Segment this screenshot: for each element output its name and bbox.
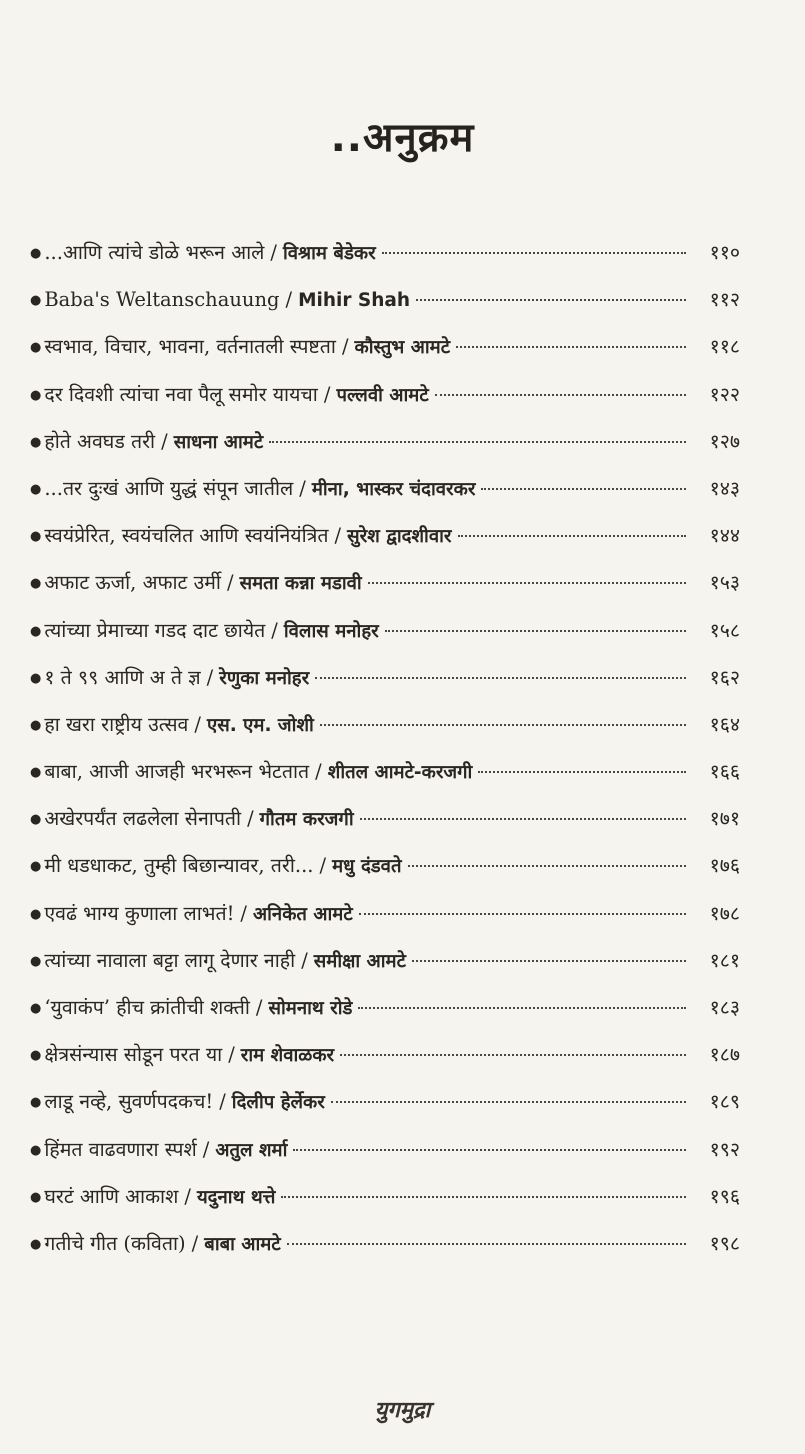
toc-entry-title: मी धडधाकट, तुम्ही बिछान्यावर, तरी... — [44, 854, 314, 878]
table-of-contents — [30, 238, 740, 1276]
toc-entry-author: रेणुका मनोहर — [219, 667, 310, 689]
toc-entry — [30, 568, 740, 615]
separator-slash: / — [285, 288, 293, 312]
separator-slash: / — [226, 571, 234, 595]
bullet-icon: ● — [30, 576, 42, 592]
separator-slash: / — [219, 1090, 226, 1114]
toc-entry — [30, 946, 740, 993]
toc-entry-title: हिंमत वाढवणारा स्पर्श — [44, 1137, 197, 1161]
separator-slash: / — [255, 996, 263, 1019]
toc-entry-author: विलास मनोहर — [283, 620, 379, 642]
toc-entry — [30, 1182, 740, 1229]
toc-entry — [30, 616, 740, 663]
bullet-icon: ● — [30, 812, 42, 828]
bullet-icon: ● — [30, 1189, 42, 1205]
dot-leader — [287, 1243, 686, 1245]
dot-leader — [281, 1196, 686, 1198]
toc-entry — [30, 899, 740, 946]
toc-entry-title: Baba's Weltanschauung — [44, 288, 280, 312]
bullet-icon: ● — [30, 1236, 42, 1252]
toc-entry-page-number: १७६ — [709, 854, 740, 878]
dot-leader — [320, 724, 686, 726]
toc-entry-title: दर दिवशी त्यांचा नवा पैलू समोर यायचा — [44, 382, 318, 406]
bullet-icon: ● — [30, 859, 42, 875]
toc-entry-page-number: १९६ — [709, 1184, 740, 1208]
toc-entry-page-number: १४३ — [709, 476, 740, 500]
toc-entry-title: त्यांच्या नावाला बट्टा लागू देणार नाही — [44, 948, 296, 972]
separator-slash: / — [191, 1231, 199, 1255]
toc-entry-author: Mihir Shah — [298, 290, 411, 312]
toc-entry-author: मीना, भास्कर चंदावरकर — [311, 478, 476, 500]
toc-entry — [30, 1087, 740, 1134]
dot-leader — [293, 1149, 686, 1151]
toc-entry-page-number: १२७ — [709, 429, 740, 453]
dot-leader — [456, 346, 686, 348]
toc-entry-page-number: १६२ — [709, 665, 740, 689]
toc-entry-page-number: ११८ — [709, 335, 740, 359]
toc-entry-page-number: १५८ — [709, 618, 740, 642]
separator-slash: / — [319, 854, 327, 878]
toc-entry-author: समीक्षा आमटे — [313, 950, 406, 972]
dot-leader — [331, 1101, 686, 1103]
bullet-icon: ● — [30, 340, 42, 356]
dot-leader — [408, 865, 686, 867]
separator-slash: / — [301, 948, 308, 972]
separator-slash: / — [271, 618, 278, 642]
toc-entry-title: ...तर दुःखं आणि युद्धं संपून जातील — [44, 476, 294, 500]
toc-entry — [30, 285, 740, 332]
toc-entry-title: त्यांच्या प्रेमाच्या गडद दाट छायेत — [44, 618, 266, 642]
separator-slash: / — [270, 241, 277, 264]
bullet-icon: ● — [30, 670, 42, 686]
toc-entry-title: १ ते ९९ आणि अ ते ज्ञ — [44, 665, 201, 689]
toc-entry-page-number: १८१ — [709, 948, 740, 972]
dot-leader — [358, 1007, 686, 1009]
dot-leader — [481, 488, 686, 490]
dot-leader — [368, 582, 686, 584]
bullet-icon: ● — [30, 387, 42, 403]
dot-leader — [458, 535, 687, 537]
toc-entry-page-number: १६६ — [709, 760, 740, 784]
toc-entry-page-number: १८९ — [709, 1090, 740, 1114]
separator-slash: / — [184, 1184, 191, 1208]
bullet-icon: ● — [30, 906, 42, 922]
dot-leader — [478, 771, 686, 773]
bullet-icon: ● — [30, 717, 42, 733]
toc-entry-author: साधना आमटे — [173, 431, 264, 453]
toc-entry-page-number: १२२ — [709, 382, 740, 406]
toc-entry-page-number: १५३ — [709, 571, 740, 595]
toc-entry-author: यदुनाथ थत्ते — [196, 1186, 276, 1208]
toc-entry — [30, 757, 740, 804]
toc-entry — [30, 238, 740, 285]
dot-leader — [435, 394, 686, 396]
toc-entry-title: हा खरा राष्ट्रीय उत्सव — [44, 712, 189, 736]
bullet-icon: ● — [30, 953, 42, 969]
separator-slash: / — [206, 665, 214, 689]
toc-entry-page-number: १४४ — [709, 524, 740, 548]
separator-slash: / — [194, 712, 201, 736]
toc-entry — [30, 1229, 740, 1276]
dot-leader — [269, 441, 686, 443]
bullet-icon: ● — [30, 623, 42, 639]
toc-entry-title: लाडू नव्हे, सुवर्णपदकच! — [44, 1090, 214, 1114]
toc-entry-title: गतीचे गीत (कविता) — [44, 1231, 186, 1255]
toc-entry — [30, 427, 740, 474]
toc-entry-title: स्वभाव, विचार, भावना, वर्तनातली स्पष्टता — [44, 335, 336, 359]
toc-entry-author: दिलीप हेर्लेकर — [231, 1092, 325, 1114]
bullet-icon: ● — [30, 1142, 42, 1158]
toc-entry-title: ‘युवाकंप’ हीच क्रांतीची शक्ती — [44, 996, 250, 1019]
bullet-icon: ● — [30, 1001, 42, 1016]
separator-slash: / — [202, 1137, 210, 1161]
toc-entry-page-number: १९२ — [709, 1137, 740, 1161]
bullet-icon: ● — [30, 1095, 42, 1111]
separator-slash: / — [323, 382, 331, 406]
toc-entry-title: अखेरपर्यंत लढलेला सेनापती — [44, 807, 242, 831]
toc-entry-title: होते अवघड तरी — [44, 429, 156, 453]
toc-entry-author: कौस्तुभ आमटे — [354, 337, 451, 359]
separator-slash: / — [228, 1043, 235, 1067]
dot-leader — [412, 960, 686, 962]
toc-entry — [30, 521, 740, 568]
toc-entry-title: घरटं आणि आकाश — [44, 1184, 179, 1208]
toc-entry-author: गौतम करजगी — [259, 809, 354, 831]
separator-slash: / — [161, 429, 168, 453]
toc-entry — [30, 993, 740, 1040]
publisher-footer: युगमुद्रा — [374, 1397, 431, 1423]
toc-entry-author: विश्राम बेडेकर — [282, 243, 376, 264]
toc-entry-author: अतुल शर्मा — [215, 1139, 288, 1161]
toc-entry-page-number: १९८ — [709, 1231, 740, 1255]
toc-entry-author: समता कन्ना मडावी — [239, 573, 362, 595]
toc-entry-page-number: १७८ — [709, 901, 740, 925]
toc-entry-page-number: १६४ — [709, 712, 740, 736]
toc-entry-page-number: १८७ — [709, 1043, 740, 1067]
toc-entry — [30, 1135, 740, 1182]
toc-entry-title: एवढं भाग्य कुणाला लाभतं! — [44, 901, 235, 925]
toc-entry — [30, 380, 740, 427]
dot-leader — [416, 299, 686, 301]
bullet-icon: ● — [30, 529, 42, 545]
toc-entry — [30, 474, 740, 521]
toc-entry-page-number: ११२ — [709, 288, 740, 312]
dot-leader — [382, 252, 686, 254]
toc-entry — [30, 663, 740, 710]
separator-slash: / — [247, 807, 254, 831]
dot-leader — [340, 1054, 686, 1056]
page-title: ..अनुक्रम — [330, 115, 475, 161]
toc-entry-title: बाबा, आजी आजही भरभरून भेटतात — [44, 760, 310, 784]
toc-entry-author: शीतल आमटे-करजगी — [327, 762, 473, 784]
toc-entry-author: राम शेवाळकर — [240, 1045, 335, 1067]
bullet-icon: ● — [30, 246, 42, 261]
toc-entry-author: पल्लवी आमटे — [336, 384, 429, 406]
toc-entry-author: एस. एम. जोशी — [206, 714, 314, 736]
toc-entry — [30, 710, 740, 757]
toc-entry-page-number: ११० — [709, 241, 740, 264]
toc-entry — [30, 851, 740, 898]
toc-entry-author: मधु दंडवते — [332, 856, 402, 878]
toc-entry-author: अनिकेत आमटे — [253, 903, 353, 925]
toc-entry-title: क्षेत्रसंन्यास सोडून परत या — [44, 1043, 223, 1067]
toc-entry-page-number: १७१ — [709, 807, 740, 831]
separator-slash: / — [315, 760, 322, 784]
toc-entry — [30, 1040, 740, 1087]
dot-leader — [360, 818, 686, 820]
bullet-icon: ● — [30, 293, 42, 309]
bullet-icon: ● — [30, 1048, 42, 1064]
toc-entry-title: अफाट ऊर्जा, अफाट उर्मी — [44, 571, 221, 595]
toc-entry-author: सुरेश द्वादशीवार — [347, 526, 452, 548]
toc-entry-author: बाबा आमटे — [204, 1233, 281, 1255]
toc-entry-page-number: १८३ — [709, 996, 740, 1019]
toc-entry — [30, 804, 740, 851]
separator-slash: / — [299, 476, 306, 500]
dot-leader — [315, 677, 686, 679]
toc-entry-title: ...आणि त्यांचे डोळे भरून आले — [44, 241, 265, 264]
bullet-icon: ● — [30, 434, 42, 450]
separator-slash: / — [240, 901, 247, 925]
dot-leader — [359, 913, 686, 915]
dot-leader — [385, 630, 686, 632]
separator-slash: / — [334, 524, 342, 548]
bullet-icon: ● — [30, 765, 42, 781]
toc-entry-title: स्वयंप्रेरित, स्वयंचलित आणि स्वयंनियंत्रित — [44, 524, 329, 548]
toc-entry-author: सोमनाथ रोडे — [268, 998, 353, 1019]
toc-entry — [30, 332, 740, 379]
separator-slash: / — [341, 335, 349, 359]
bullet-icon: ● — [30, 481, 42, 497]
